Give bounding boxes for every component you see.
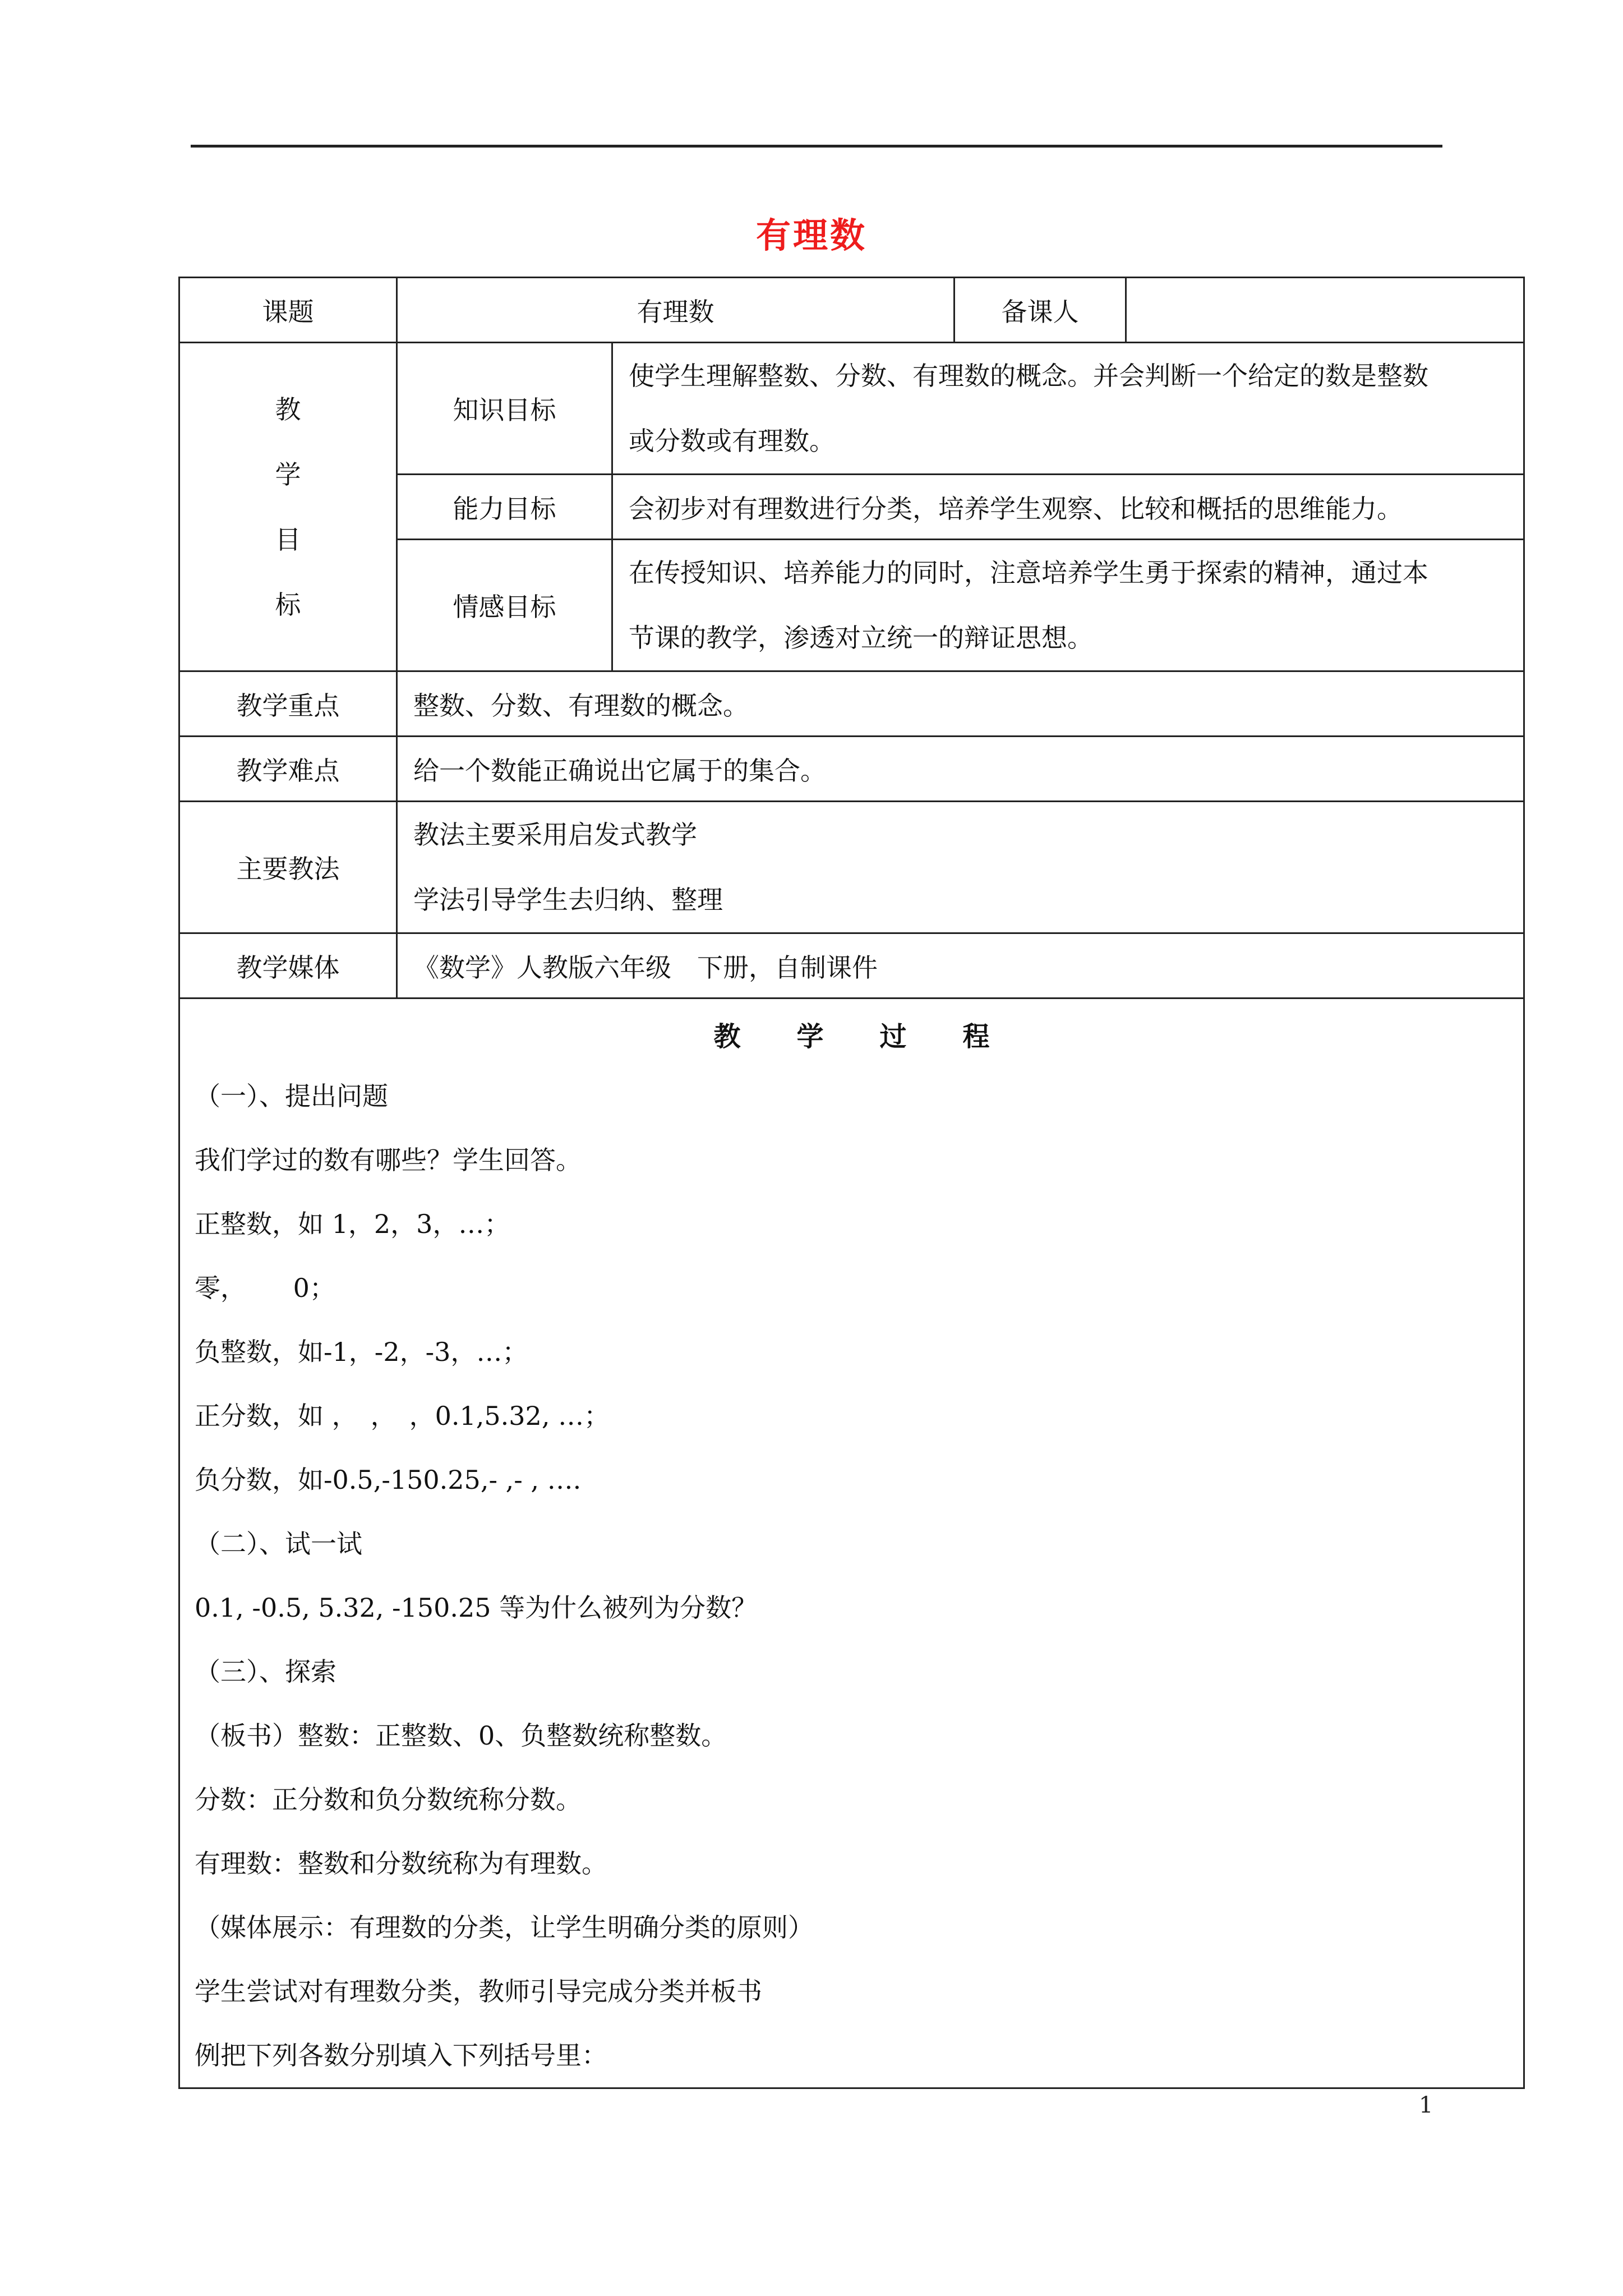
process-cell bbox=[179, 999, 1524, 2088]
methods-label: 主要教法 bbox=[179, 802, 397, 933]
process-line: 分数：正分数和负分数统称分数。 bbox=[195, 1784, 582, 1815]
process-line: 正分数，如 ， ， ，0.1,5.32, …； bbox=[195, 1401, 610, 1431]
process-line: （三）、探索 bbox=[195, 1657, 336, 1687]
header-rule bbox=[191, 145, 1442, 148]
process-line: 正整数，如 1，2，3，…； bbox=[195, 1209, 510, 1239]
topic-row bbox=[179, 278, 1524, 343]
process-line: 有理数：整数和分数统称为有理数。 bbox=[195, 1848, 607, 1879]
preparer-value bbox=[1126, 278, 1524, 343]
topic-label: 课题 bbox=[179, 278, 397, 343]
objective-line: 会初步对有理数进行分类，培养学生观察、比较和概括的思维能力。 bbox=[629, 493, 1403, 524]
objectives-char: 标 bbox=[275, 589, 301, 620]
process-line: 0.1, -0.5, 5.32, -150.25 等为什么被列为分数？ bbox=[195, 1593, 758, 1623]
process-line: 零， 0； bbox=[195, 1273, 335, 1303]
process-line: （一）、提出问题 bbox=[195, 1081, 388, 1111]
objective-line: 使学生理解整数、分数、有理数的概念。并会判断一个给定的数是整数 bbox=[629, 361, 1428, 391]
objective-row-knowledge bbox=[179, 343, 1524, 475]
objective-text bbox=[612, 343, 1524, 475]
process-line: 我们学过的数有哪些？学生回答。 bbox=[195, 1145, 582, 1175]
key-points-text: 整数、分数、有理数的概念。 bbox=[397, 671, 1524, 737]
objectives-char: 目 bbox=[275, 524, 301, 555]
process-line: （二）、试一试 bbox=[195, 1529, 362, 1559]
key-points-label: 教学重点 bbox=[179, 671, 397, 737]
objective-line: 节课的教学，渗透对立统一的辩证思想。 bbox=[629, 623, 1093, 653]
lesson-plan-table bbox=[178, 277, 1525, 2089]
difficulties-label: 教学难点 bbox=[179, 737, 397, 802]
objective-label: 知识目标 bbox=[397, 343, 612, 475]
process-line: 负整数，如-1，-2，-3，…； bbox=[195, 1337, 528, 1367]
key-points-row bbox=[179, 671, 1524, 737]
objectives-char: 教 bbox=[275, 394, 301, 425]
process-row bbox=[179, 999, 1524, 2088]
methods-row bbox=[179, 802, 1524, 933]
media-row bbox=[179, 933, 1524, 999]
process-line: 负分数，如-0.5,-150.25,- ,- , …. bbox=[195, 1465, 582, 1495]
methods-text bbox=[397, 802, 1524, 933]
methods-line: 教法主要采用启发式教学 bbox=[413, 820, 697, 850]
difficulties-row bbox=[179, 737, 1524, 802]
document-title: 有理数 bbox=[755, 215, 867, 256]
topic-value: 有理数 bbox=[397, 278, 955, 343]
objective-label: 能力目标 bbox=[397, 475, 612, 540]
objective-line: 或分数或有理数。 bbox=[629, 426, 835, 456]
media-text: 《数学》人教版六年级 下册，自制课件 bbox=[397, 933, 1524, 999]
process-heading: 教学过程 bbox=[713, 1021, 1046, 1052]
process-lines bbox=[180, 1064, 1523, 2087]
objective-text bbox=[612, 475, 1524, 540]
preparer-label: 备课人 bbox=[955, 278, 1126, 343]
objective-label: 情感目标 bbox=[397, 540, 612, 671]
page-number: 1 bbox=[1419, 2092, 1433, 2118]
process-line: （板书）整数：正整数、0、负整数统称整数。 bbox=[195, 1720, 727, 1751]
process-line: 学生尝试对有理数分类，教师引导完成分类并板书 bbox=[195, 1976, 762, 2007]
objective-line: 在传授知识、培养能力的同时，注意培养学生勇于探索的精神，通过本 bbox=[629, 558, 1428, 588]
objectives-group-label bbox=[179, 343, 397, 671]
difficulties-text: 给一个数能正确说出它属于的集合。 bbox=[397, 737, 1524, 802]
media-label: 教学媒体 bbox=[179, 933, 397, 999]
objectives-char: 学 bbox=[275, 459, 301, 490]
process-line: 例把下列各数分别填入下列括号里： bbox=[195, 2040, 607, 2070]
objective-text bbox=[612, 540, 1524, 671]
process-line: （媒体展示：有理数的分类，让学生明确分类的原则） bbox=[195, 1912, 814, 1943]
methods-line: 学法引导学生去归纳、整理 bbox=[413, 885, 723, 915]
